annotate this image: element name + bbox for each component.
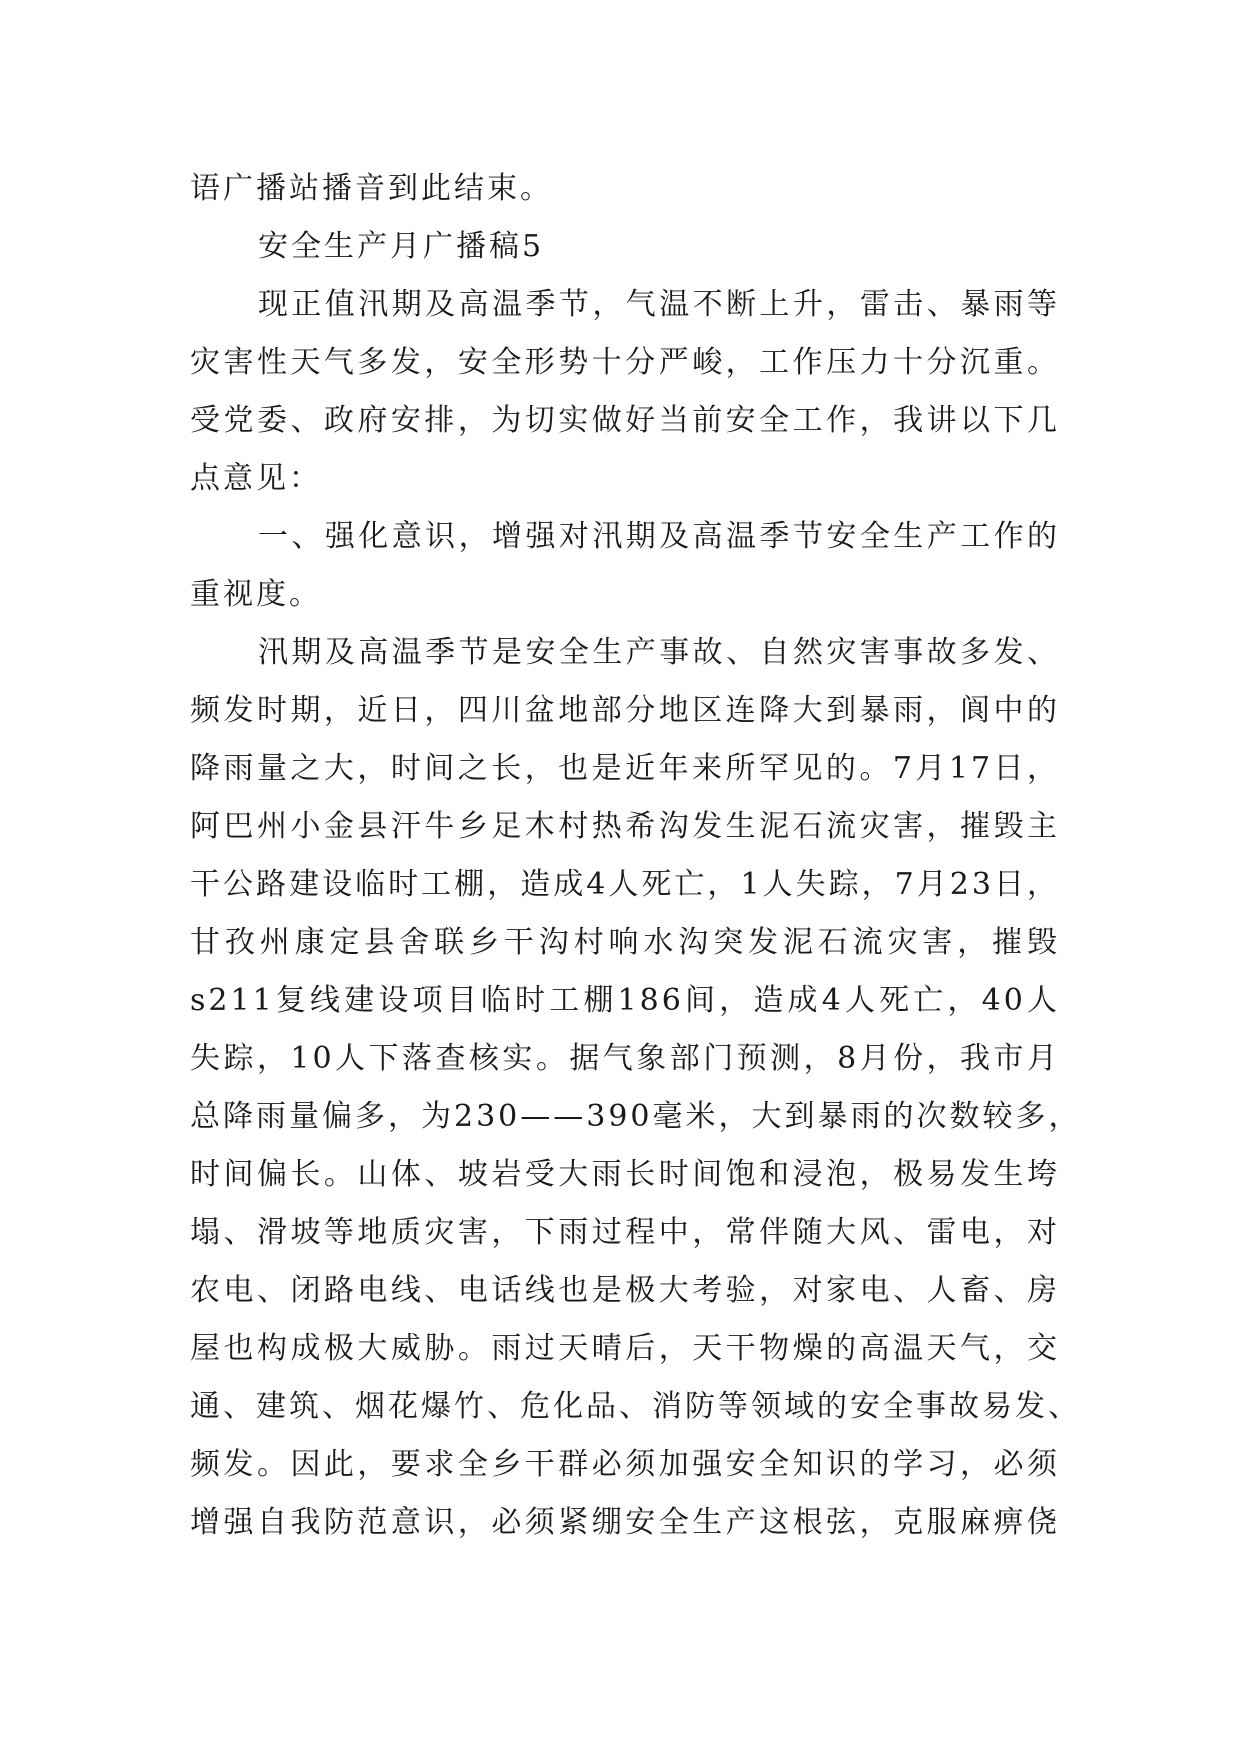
text-line: 屋也构成极大威胁。雨过天晴后，天干物燥的高温天气，交: [190, 1331, 1060, 1366]
document-body: [190, 160, 1082, 1552]
text-line: 甘孜州康定县舍联乡干沟村响水沟突发泥石流灾害，摧毁: [190, 925, 1060, 960]
section-heading: 安全生产月广播稿5: [258, 229, 545, 264]
text-line: 频发时期，近日，四川盆地部分地区连降大到暴雨，阆中的: [190, 693, 1060, 728]
text-line: 总降雨量偏多，为230——390毫米，大到暴雨的次数较多，: [190, 1099, 1082, 1134]
text-line: 现正值汛期及高温季节，气温不断上升，雷击、暴雨等: [258, 287, 1060, 322]
text-line: 农电、闭路电线、电话线也是极大考验，对家电、人畜、房: [190, 1273, 1060, 1308]
text-line: 重视度。: [190, 577, 322, 612]
text-line: 灾害性天气多发，安全形势十分严峻，工作压力十分沉重。: [190, 345, 1060, 380]
text-line: 频发。因此，要求全乡干群必须加强安全知识的学习，必须: [190, 1447, 1060, 1482]
text-line: 降雨量之大，时间之长，也是近年来所罕见的。7月17日，: [190, 751, 1060, 786]
text-line: 阿巴州小金县汗牛乡足木村热希沟发生泥石流灾害，摧毁主: [190, 809, 1060, 844]
text-line: 失踪，10人下落查核实。据气象部门预测，8月份，我市月: [190, 1041, 1060, 1076]
text-line: 时间偏长。山体、坡岩受大雨长时间饱和浸泡，极易发生垮: [190, 1157, 1060, 1192]
text-line: 语广播站播音到此结束。: [190, 171, 553, 206]
text-line: 一、强化意识，增强对汛期及高温季节安全生产工作的: [258, 519, 1060, 554]
text-line: 点意见：: [190, 461, 322, 496]
text-line: 增强自我防范意识，必须紧绷安全生产这根弦，克服麻痹侥: [190, 1505, 1060, 1540]
text-line: 受党委、政府安排，为切实做好当前安全工作，我讲以下几: [190, 403, 1060, 438]
text-line: 汛期及高温季节是安全生产事故、自然灾害事故多发、: [258, 635, 1060, 670]
text-line: 通、建筑、烟花爆竹、危化品、消防等领域的安全事故易发、: [190, 1389, 1081, 1424]
text-line: s211复线建设项目临时工棚186间，造成4人死亡，40人: [190, 983, 1060, 1018]
text-line: 干公路建设临时工棚，造成4人死亡，1人失踪，7月23日，: [190, 867, 1060, 902]
text-line: 塌、滑坡等地质灾害，下雨过程中，常伴随大风、雷电，对: [190, 1215, 1060, 1250]
